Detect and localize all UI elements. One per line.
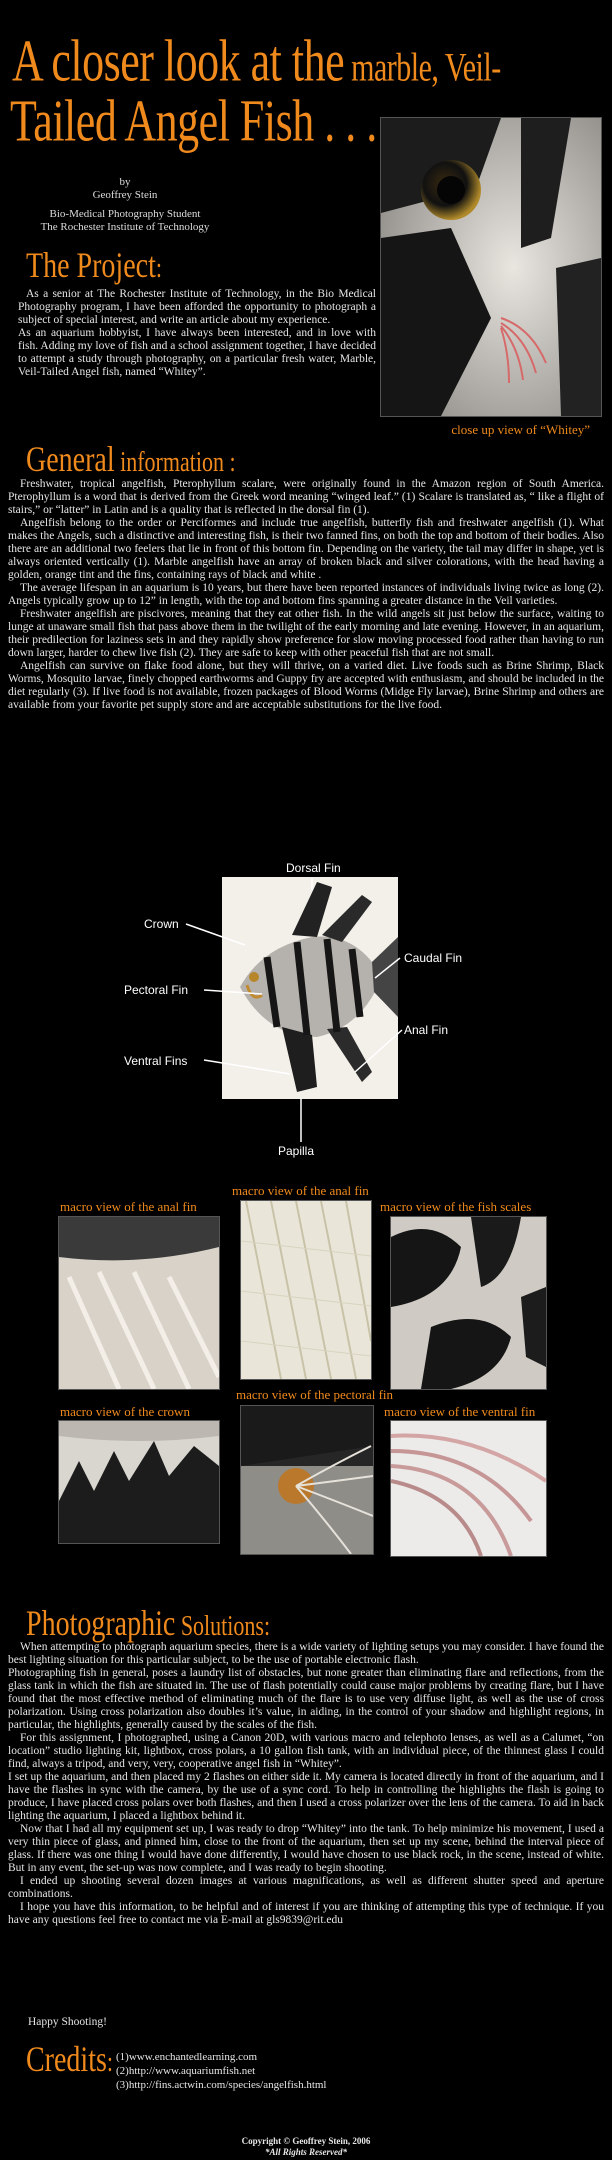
label-dorsal-fin: Dorsal Fin — [286, 861, 341, 875]
footer — [0, 2136, 612, 2158]
leader-anal — [355, 1030, 402, 1072]
copyright: Copyright © Geoffrey Stein, 2006 — [241, 2136, 371, 2146]
author-name: Geoffrey Stein — [92, 189, 158, 201]
leader-pectoral — [204, 990, 262, 994]
page-title-line2: Tailed Angel Fish . . . — [10, 87, 377, 155]
solutions-paragraph: For this assignment, I photographed, using a Canon 20D, with various macro and telephoto lenses, as well as a Calumet, “on location” studio lighting kit, lightbox, cross polars, a 10 gallon fish tank, with an individual piece, of the thinnest glass I could find, always a tripod, and very, very, cooperative angel fish in “Whitey”. — [8, 1732, 604, 1770]
label-anal-fin: Anal Fin — [404, 1023, 449, 1037]
macro-crown-image — [58, 1420, 220, 1544]
label-pectoral-fin: Pectoral Fin — [124, 983, 189, 997]
closing-text: Happy Shooting! — [28, 2016, 107, 2028]
leader-caudal — [375, 958, 400, 978]
macro-anal-fin-left-image — [58, 1216, 220, 1390]
hero-caption: close up view of “Whitey” — [451, 422, 590, 437]
byline-by: by — [119, 176, 131, 188]
project-paragraph: As an aquarium hobbyist, I have always been interested, and in love with fish. Adding my love of fish and a school assignment together, I have decided to attempt a study through photography, on a particular fresh water, Marble, Veil-Tailed Angel fish, named “Whitey”. — [18, 327, 376, 378]
solutions-paragraph: I hope you have this information, to be helpful and of interest if you are thinking of attempting this type of technique. If you have any questions feel free to contact me via E-mail at gls9839@rit.edu — [8, 1901, 604, 1926]
caption-macro-scales: macro view of the fish scales — [380, 1199, 532, 1214]
credit-item: (3)http://fins.actwin.com/species/angelfish.html — [116, 2079, 327, 2091]
solutions-heading — [26, 1604, 270, 1646]
project-paragraph: As a senior at The Rochester Institute of Technology, in the Bio Medical Photography program, I have been afforded the opportunity to photograph a subject of special interest, and write an article about my experience. — [18, 288, 376, 326]
author-school: The Rochester Institute of Technology — [40, 221, 210, 233]
macro-pectoral-fin-image — [240, 1405, 374, 1555]
author-role: Bio-Medical Photography Student — [49, 208, 201, 220]
credits-heading — [26, 2040, 113, 2082]
title-part-big: A closer look at the — [12, 27, 345, 95]
macro-ventral-fin-image — [390, 1420, 547, 1557]
project-heading-colon: : — [155, 251, 162, 284]
caption-macro-crown: macro view of the crown — [60, 1404, 190, 1419]
general-paragraph: Freshwater angelfish are piscivores, meaning that they eat other fish. In the wild angels sit just below the surface, waiting to lunge at unaware small fish that pass above them in the twilight of the early morning and late evening. However, in an aquarium, their predilection for laziness sets in and they rapidly show preference for slow moving processed food rather than having to run down larger, harder to chew live fish (2). They are safe to keep with other peaceful fish that are not small. — [8, 608, 604, 659]
macro-fish-scales-image — [390, 1216, 547, 1390]
title-part-small: marble, Veil- — [344, 45, 501, 91]
caption-macro-ventral: macro view of the ventral fin — [384, 1404, 536, 1419]
credits-heading-colon: : — [106, 2045, 114, 2078]
solutions-paragraph: Now that I had all my equipment set up, I was ready to drop “Whitey” into the tank. To help minimize his movement, I used a very thin piece of glass, and pinned him, close to the front of the aquarium, then set up my scene, behind the interval piece of glass. If there was one thing I would have done differently, I would have chosen to use black rock, in the scene, instead of white. But in any event, the set-up was now complete, and I was ready to begin shooting. — [8, 1823, 604, 1874]
solutions-text — [8, 1641, 604, 1927]
caption-macro-anal-mid: macro view of the anal fin — [232, 1183, 369, 1198]
general-paragraph: Angelfish belong to the order or Perciformes and include true angelfish, butterfly fish and freshwater angelfish (1). What makes the Angels, such a distinctive and interesting fish, is their two fanned fins, on both the top and bottom of their bodies. Also there are an additional two feelers that lie in front of this bottom fin. Depending on the variety, the tail may differ in shape, yet is always oriented vertically (1). Marble angelfish have an array of broken black and silver colorations, with the head having a golden, orange tint and the fins, containing rays of black and white . — [8, 517, 604, 581]
solutions-heading-text: Photographic — [26, 1604, 176, 1645]
label-crown: Crown — [144, 917, 179, 931]
general-paragraph: The average lifespan in an aquarium is 10 years, but there have been reported instances of individuals living twice as long (2). Angels typically grow up to 12” in length, with the top and bottom fins spanning a greater distance in the Veil varieties. — [8, 582, 604, 607]
leader-crown — [186, 924, 245, 945]
credits-list — [116, 2050, 326, 2092]
label-papilla: Papilla — [278, 1144, 315, 1158]
credit-item: (1)www.enchantedlearning.com — [116, 2051, 258, 2063]
caption-macro-anal-left: macro view of the anal fin — [60, 1199, 197, 1214]
project-heading-text: The Project — [26, 246, 156, 287]
macro-anal-fin-mid-image — [240, 1200, 372, 1380]
general-paragraph: Freshwater, tropical angelfish, Pterophyllum scalare, were originally found in the Amazon region of South America. Pterophyllum is a word that is derived from the Greek word meaning “winged leaf.” (1) Scalare is translated as, “ like a flight of stairs,” or “latter” in Latin and is a quality that is reflected in the dorsal fin (1). — [8, 478, 604, 516]
general-paragraph: Angelfish can survive on flake food alone, but they will thrive, on a varied diet. Live foods such as Brine Shrimp, Black Worms, Mosquito larvae, finely chopped earthworms and Guppy fry are accepted with enthusiasm, and should be included in the diet regularly (3). If live food is not available, frozen packages of Blood Worms (Midge Fly larvae), Brine Shrimp and others are available from your favorite pet supply store and are acceptable substitutions for the live food. — [8, 660, 604, 711]
solutions-paragraph: I ended up shooting several dozen images at various magnifications, as well as different shutter speed and aperture combinations. — [8, 1875, 604, 1900]
solutions-paragraph: When attempting to photograph aquarium species, there is a wide variety of lighting setups you may consider. I have found the best lighting situation for this particular subject, to be the use of portable electronic flash. — [8, 1641, 604, 1666]
label-ventral-fins: Ventral Fins — [124, 1054, 188, 1068]
credits-heading-text: Credits — [26, 2040, 107, 2081]
credit-item: (2)http://www.aquariumfish.net — [116, 2065, 256, 2077]
solutions-paragraph: Photographing fish in general, poses a laundry list of obstacles, but none greater than eliminating flare and reflections, from the glass tank in which the fish are situated in. The use of flash potentially could cause major problems by creating flare, but I have found that the most effective method of eliminating much of the flare is to use very diffuse light, as well as the use of cross polarization. Using cross polarization also doubles it’s value, in aiding, in the control of your shadow and highlight regions, in particular, the highlights, generally caused by the scales of the fish. — [8, 1667, 604, 1731]
label-caudal-fin: Caudal Fin — [404, 951, 463, 965]
general-heading-rest: information : — [114, 445, 236, 478]
solutions-paragraph: I set up the aquarium, and then placed my 2 flashes on either side it. My camera is located directly in front of the aquarium, and I have the flashes in sync with the camera, by the use of a sync cord. To help in controlling the highlights the flash is going to produce, I have placed cross polars over both flashes, and then I used a cross polarizer over the lens of the camera. To aid in back lighting the aquarium, I placed a lightbox behind it. — [8, 1771, 604, 1822]
caption-macro-pectoral: macro view of the pectoral fin — [236, 1387, 394, 1402]
rights-reserved: *All Rights Reserved* — [264, 2147, 347, 2157]
solutions-heading-rest: Solutions: — [175, 1609, 271, 1642]
leader-ventral — [204, 1060, 290, 1074]
general-heading-text: General — [26, 440, 115, 481]
